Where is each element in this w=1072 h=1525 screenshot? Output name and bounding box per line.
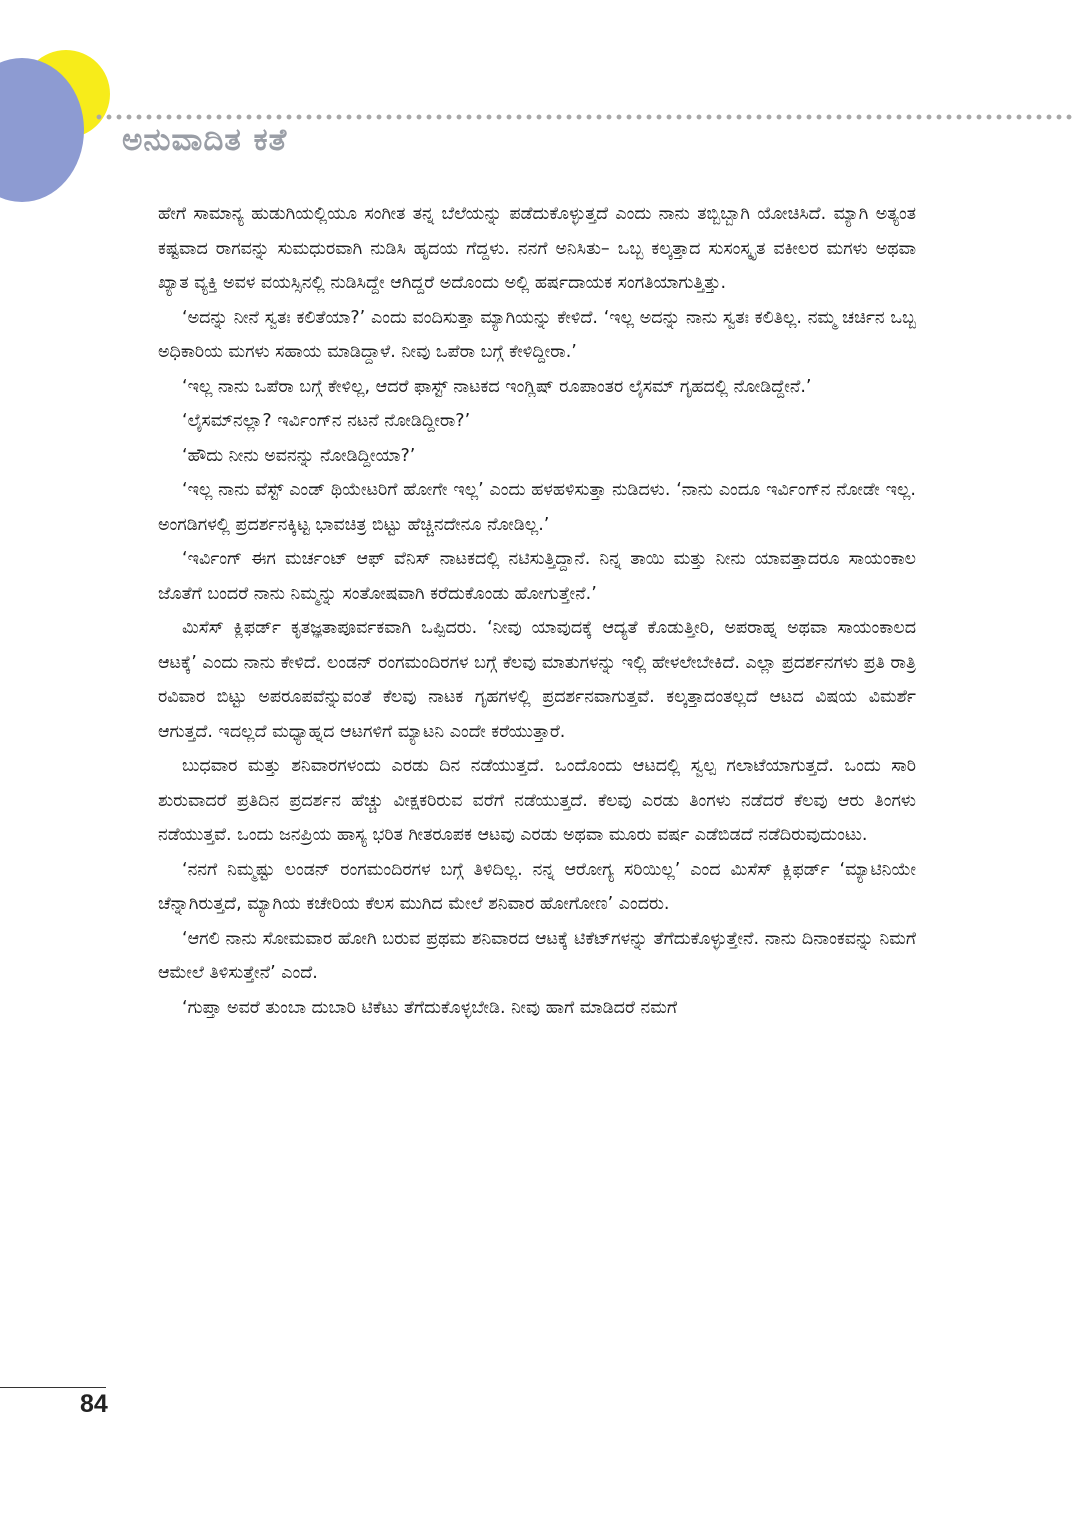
paragraph: ‘ಆಗಲಿ ನಾನು ಸೋಮವಾರ ಹೋಗಿ ಬರುವ ಪ್ರಥಮ ಶನಿವಾರದ ಆಟಕ್ಕೆ ಟಿಕೆಟ್‌ಗಳನ್ನು ತೆಗೆದುಕೊಳ್ಳುತ್ತೇನೆ. ನಾನು ದಿನಾಂಕವನ್ನು ನಿಮಗೆ ಆಮೇಲೆ ತಿಳಿಸುತ್ತೇನೆ’ ಎಂದೆ. (158, 928, 916, 983)
paragraph: ‘ಇಲ್ಲ ನಾನು ಒಪೆರಾ ಬಗ್ಗೆ ಕೇಳಿಲ್ಲ, ಆದರೆ ಫಾಸ್ಟ್ ನಾಟಕದ ಇಂಗ್ಲಿಷ್ ರೂಪಾಂತರ ಲೈಸಮ್ ಗೃಹದಲ್ಲಿ ನೋಡಿದ್ದೇನೆ.’ (182, 376, 812, 397)
page-number: 84 (80, 1390, 108, 1418)
paragraph: ‘ಇಲ್ಲ ನಾನು ವೆಸ್ಟ್ ಎಂಡ್ ಥಿಯೇಟರಿಗೆ ಹೋಗೇ ಇಲ್ಲ’ ಎಂದು ಹಳಹಳಿಸುತ್ತಾ ನುಡಿದಳು. ‘ನಾನು ಎಂದೂ ಇರ್ವಿಂಗ್‌ನ ನೋಡೇ ಇಲ್ಲ. ಅಂಗಡಿಗಳಲ್ಲಿ ಪ್ರದರ್ಶನಕ್ಕಿಟ್ಟ ಭಾವಚಿತ್ರ ಬಿಟ್ಟು ಹೆಚ್ಚಿನದೇನೂ ನೋಡಿಲ್ಲ.’ (158, 480, 916, 535)
paragraph: ‘ನನಗೆ ನಿಮ್ಮಷ್ಟು ಲಂಡನ್ ರಂಗಮಂದಿರಗಳ ಬಗ್ಗೆ ತಿಳಿದಿಲ್ಲ. ನನ್ನ ಆರೋಗ್ಯ ಸರಿಯಿಲ್ಲ’ ಎಂದ ಮಿಸೆಸ್ ಕ್ಲಿಫರ್ಡ್ ‘ಮ್ಯಾಟಿನಿಯೇ ಚೆನ್ನಾಗಿರುತ್ತದೆ, ಮ್ಯಾಗಿಯ ಕಚೇರಿಯ ಕೆಲಸ ಮುಗಿದ ಮೇಲೆ ಶನಿವಾರ ಹೋಗೋಣ’ ಎಂದರು. (158, 859, 916, 914)
paragraph: ಬುಧವಾರ ಮತ್ತು ಶನಿವಾರಗಳಂದು ಎರಡು ದಿನ ನಡೆಯುತ್ತದೆ. ಒಂದೊಂದು ಆಟದಲ್ಲಿ ಸ್ವಲ್ಪ ಗಲಾಟೆಯಾಗುತ್ತದೆ. ಒಂದು ಸಾರಿ ಶುರುವಾದರೆ ಪ್ರತಿದಿನ ಪ್ರದರ್ಶನ ಹೆಚ್ಚು ವೀಕ್ಷಕರಿರುವ ವರೆಗೆ ನಡೆಯುತ್ತದೆ. ಕೆಲವು ಎರಡು ತಿಂಗಳು ನಡೆದರೆ ಕೆಲವು ಆರು ತಿಂಗಳು ನಡೆಯುತ್ತವೆ. ಒಂದು ಜನಪ್ರಿಯ ಹಾಸ್ಯ ಭರಿತ ಗೀತರೂಪಕ ಆಟವು ಎರಡು ಅಥವಾ ಮೂರು ವರ್ಷ ಎಡೆಬಿಡದೆ ನಡೆದಿರುವುದುಂಟು. (158, 756, 916, 845)
paragraph: ಹೇಗೆ ಸಾಮಾನ್ಯ ಹುಡುಗಿಯಲ್ಲಿಯೂ ಸಂಗೀತ ತನ್ನ ಬೆಲೆಯನ್ನು ಪಡೆದುಕೊಳ್ಳುತ್ತದೆ ಎಂದು ನಾನು ತಬ್ಬಿಬ್ಬಾಗಿ ಯೋಚಿಸಿದೆ. ಮ್ಯಾಗಿ ಅತ್ಯಂತ ಕಷ್ಟವಾದ ರಾಗವನ್ನು ಸುಮಧುರವಾಗಿ ನುಡಿಸಿ ಹೃದಯ ಗೆದ್ದಳು. ನನಗೆ ಅನಿಸಿತು– ಒಬ್ಬ ಕಲ್ಕತ್ತಾದ ಸುಸಂಸ್ಕೃತ ವಕೀಲರ ಮಗಳು ಅಥವಾ ಖ್ಯಾತ ವ್ಯಕ್ತಿ ಅವಳ ವಯಸ್ಸಿನಲ್ಲಿ ನುಡಿಸಿದ್ದೇ ಆಗಿದ್ದರೆ ಅದೊಂದು ಅಲ್ಲಿ ಹರ್ಷದಾಯಕ ಸಂಗತಿಯಾಗುತ್ತಿತ್ತು. (158, 204, 916, 293)
paragraph: ‘ಅದನ್ನು ನೀನೆ ಸ್ವತಃ ಕಲಿತೆಯಾ?’ ಎಂದು ವಂದಿಸುತ್ತಾ ಮ್ಯಾಗಿಯನ್ನು ಕೇಳಿದೆ. ‘ಇಲ್ಲ ಅದನ್ನು ನಾನು ಸ್ವತಃ ಕಲಿತಿಲ್ಲ. ನಮ್ಮ ಚರ್ಚಿನ ಒಬ್ಬ ಅಧಿಕಾರಿಯ ಮಗಳು ಸಹಾಯ ಮಾಡಿದ್ದಾಳೆ. ನೀವು ಒಪೆರಾ ಬಗ್ಗೆ ಕೇಳಿದ್ದೀರಾ.’ (158, 307, 916, 362)
section-title: ಅನುವಾದಿತ ಕತೆ (122, 122, 288, 158)
paragraph: ಮಿಸೆಸ್ ಕ್ಲಿಫರ್ಡ್ ಕೃತಜ್ಞತಾಪೂರ್ವಕವಾಗಿ ಒಪ್ಪಿದರು. ‘ನೀವು ಯಾವುದಕ್ಕೆ ಆದ್ಯತೆ ಕೊಡುತ್ತೀರಿ, ಅಪರಾಹ್ನ ಅಥವಾ ಸಾಯಂಕಾಲದ ಆಟಕ್ಕೆ’ ಎಂದು ನಾನು ಕೇಳಿದೆ. ಲಂಡನ್ ರಂಗಮಂದಿರಗಳ ಬಗ್ಗೆ ಕೆಲವು ಮಾತುಗಳನ್ನು ಇಲ್ಲಿ ಹೇಳಲೇಬೇಕಿದೆ. ಎಲ್ಲಾ ಪ್ರದರ್ಶನಗಳು ಪ್ರತಿ ರಾತ್ರಿ ರವಿವಾರ ಬಿಟ್ಟು ಅಪರೂಪವೆನ್ನುವಂತೆ ಕೆಲವು ನಾಟಕ ಗೃಹಗಳಲ್ಲಿ ಪ್ರದರ್ಶನವಾಗುತ್ತವೆ. ಕಲ್ಕತ್ತಾದಂತಲ್ಲದೆ ಆಟದ ವಿಷಯ ವಿಮರ್ಶೆ ಆಗುತ್ತದೆ. ಇದಲ್ಲದೆ ಮಧ್ಯಾಹ್ನದ ಆಟಗಳಿಗೆ ಮ್ಯಾಟನಿ ಎಂದೇ ಕರೆಯುತ್ತಾರೆ. (158, 618, 916, 742)
paragraph: ‘ಇರ್ವಿಂಗ್ ಈಗ ಮರ್ಚಂಟ್ ಆಫ್ ವೆನಿಸ್ ನಾಟಕದಲ್ಲಿ ನಟಿಸುತ್ತಿದ್ದಾನೆ. ನಿನ್ನ ತಾಯಿ ಮತ್ತು ನೀನು ಯಾವತ್ತಾದರೂ ಸಾಯಂಕಾಲ ಜೊತೆಗೆ ಬಂದರೆ ನಾನು ನಿಮ್ಮನ್ನು ಸಂತೋಷವಾಗಿ ಕರೆದುಕೊಂಡು ಹೋಗುತ್ತೇನೆ.’ (158, 549, 916, 604)
body-text (158, 197, 916, 1025)
paragraph: ‘ಗುಪ್ತಾ ಅವರೆ ತುಂಬಾ ದುಬಾರಿ ಟಿಕೆಟು ತೆಗೆದುಕೊಳ್ಳಬೇಡಿ. ನೀವು ಹಾಗೆ ಮಾಡಿದರೆ ನಮಗೆ (182, 997, 678, 1018)
header-dotted-rule (94, 114, 1072, 120)
paragraph: ‘ಹೌದು ನೀನು ಅವನನ್ನು ನೋಡಿದ್ದೀಯಾ?’ (182, 445, 416, 466)
paragraph: ‘ಲೈಸಮ್‌ನಲ್ಲಾ? ಇರ್ವಿಂಗ್‌ನ ನಟನೆ ನೋಡಿದ್ದೀರಾ?’ (182, 411, 471, 431)
footer-rule (0, 1387, 106, 1388)
